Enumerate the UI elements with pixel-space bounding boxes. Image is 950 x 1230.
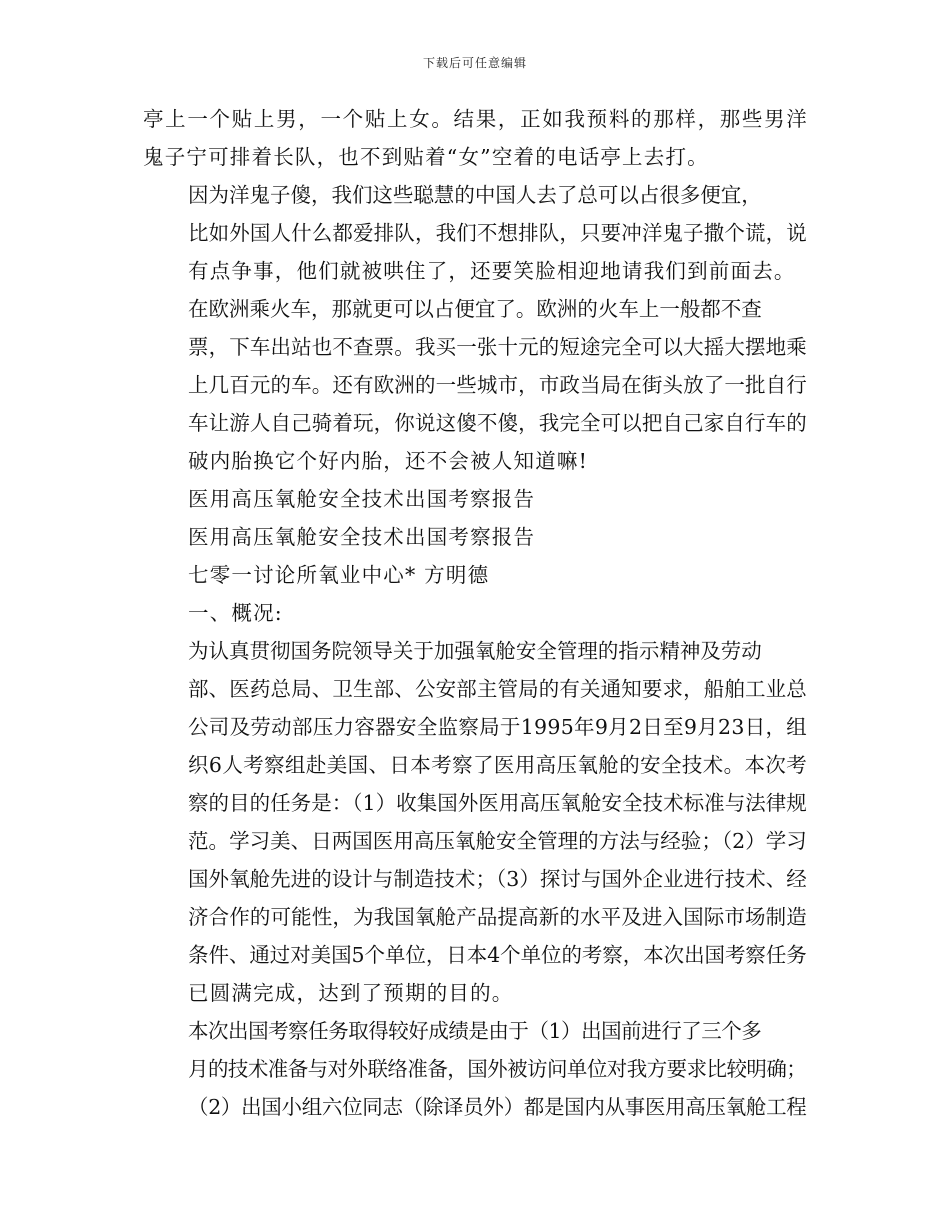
text-line: 本次出国考察任务取得较好成绩是由于（1）出国前进行了三个多 [188,1019,762,1043]
text-line: 医用高压氧舱安全技术出国考察报告 [188,487,536,511]
text-line: 为认真贯彻国务院领导关于加强氧舱安全管理的指示精神及劳动 [188,639,762,663]
paragraph [143,290,808,480]
text-line: 济合作的可能性，为我国氧舱产品提高新的水平及进入国际市场制造 [188,905,807,929]
text-line: 部、医药总局、卫生部、公安部主管局的有关通知要求，船舶工业总 [188,677,807,701]
text-line: 国外氧舱先进的设计与制造技术；（3）探讨与国外企业进行技术、经 [188,867,807,891]
text-line: 已圆满完成，达到了预期的目的。 [188,981,514,1005]
text-line: 范。学习美、日两国医用高压氧舱安全管理的方法与经验；（2）学习 [188,829,807,853]
text-line: 月的技术准备与对外联络准备，国外被访问单位对我方要求比较明确； [188,1057,807,1081]
text-line: 鬼子宁可排着长队，也不到贴着“女”空着的电话亭上去打。 [143,145,709,169]
text-line: 破内胎换它个好内胎，还不会被人知道嘛! [188,449,589,473]
text-line: （2）出国小组六位同志（除译员外）都是国内从事医用高压氧舱工程 [188,1095,807,1119]
document-body [143,100,808,1126]
text-line: 票，下车出站也不查票。我买一张十元的短途完全可以大摇大摆地乘 [188,335,807,359]
page-header: 下载后可任意编辑 [422,56,527,70]
paragraph [143,556,808,594]
text-line: 七零一讨论所氧业中心* 方明德 [188,563,490,587]
text-line: 比如外国人什么都爱排队，我们不想排队，只要冲洋鬼子撒个谎，说 [188,221,807,245]
text-line: 医用高压氧舱安全技术出国考察报告 [188,525,536,549]
paragraph [143,100,808,176]
text-line: 察的目的任务是：（1）收集国外医用高压氧舱安全技术标准与法律规 [188,791,807,815]
paragraph [143,480,808,518]
paragraph [143,632,808,1012]
text-line: 因为洋鬼子傻，我们这些聪慧的中国人去了总可以占很多便宜， [188,183,762,207]
paragraph [143,594,808,632]
paragraph [143,518,808,556]
paragraph [143,176,808,290]
text-line: 在欧洲乘火车，那就更可以占便宜了。欧洲的火车上一般都不查 [188,297,762,321]
text-line: 有点争事，他们就被哄住了，还要笑脸相迎地请我们到前面去。 [188,259,796,283]
paragraph [143,1012,808,1126]
text-line: 亭上一个贴上男，一个贴上女。结果，正如我预料的那样，那些男洋 [143,107,809,131]
text-line: 车让游人自己骑着玩，你说这傻不傻，我完全可以把自己家自行车的 [188,411,807,435]
text-line: 条件、通过对美国5个单位，日本4个单位的考察，本次出国考察任务 [188,943,807,967]
text-line: 一、概况: [188,601,283,625]
text-line: 公司及劳动部压力容器安全监察局于1995年9月2日至9月23日，组 [188,715,808,739]
text-line: 上几百元的车。还有欧洲的一些城市，市政当局在街头放了一批自行 [188,373,807,397]
text-line: 织6人考察组赴美国、日本考察了医用高压氧舱的安全技术。本次考 [188,753,808,777]
